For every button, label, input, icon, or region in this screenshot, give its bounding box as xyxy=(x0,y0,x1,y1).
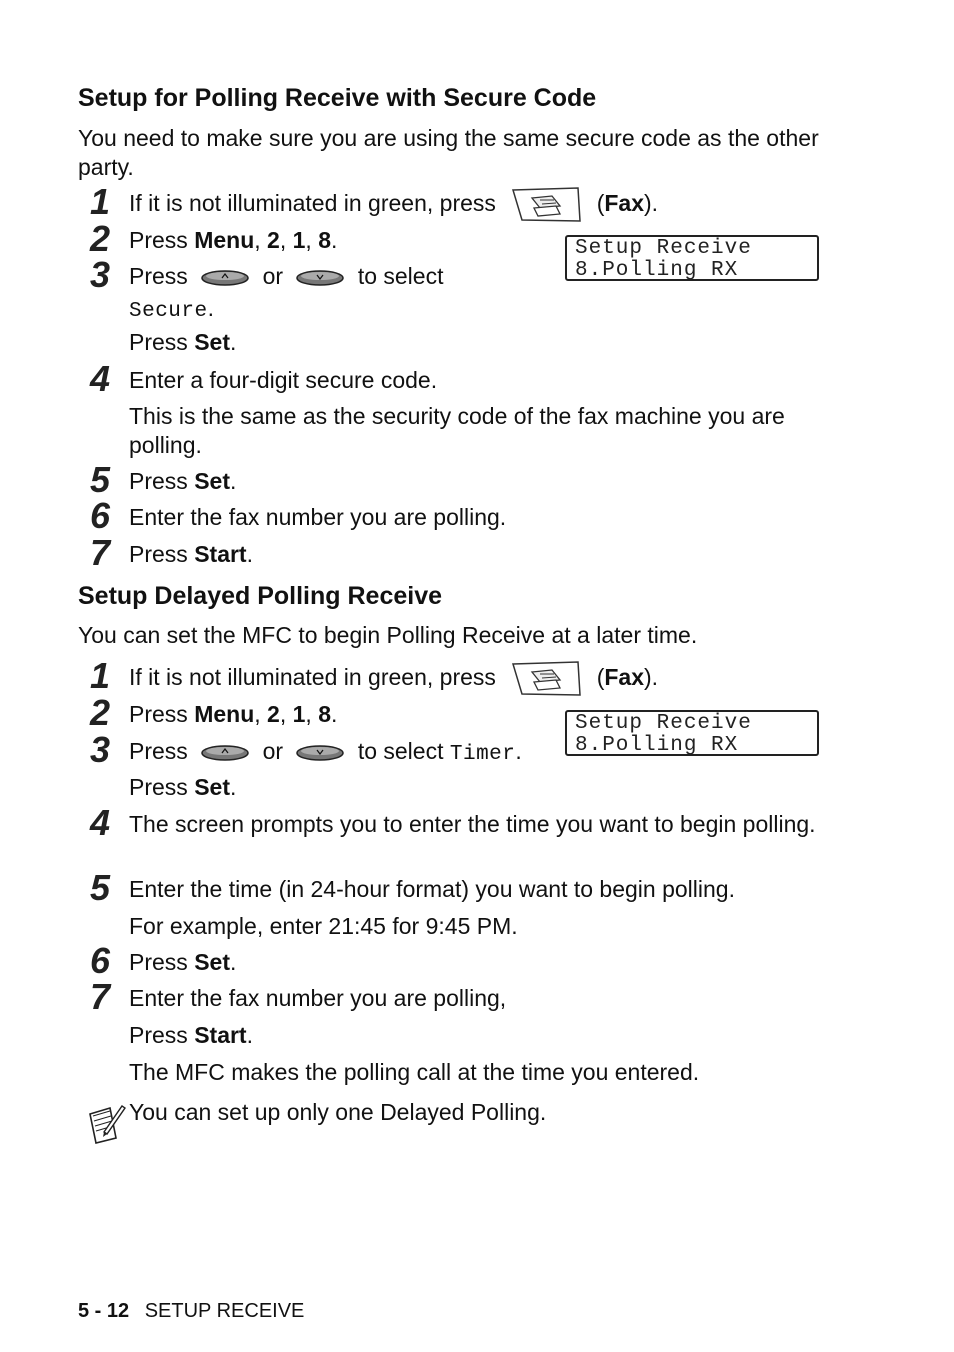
intro-paragraph: You can set the MFC to begin Polling Receive at a later time. xyxy=(78,622,698,648)
step-text: Press Menu, 2, 1, 8. xyxy=(129,701,338,727)
note-icon xyxy=(86,1102,126,1144)
step-text: Press Set. xyxy=(129,774,237,800)
step-number: 6 xyxy=(90,940,111,981)
step-text: Secure. xyxy=(129,295,215,323)
step-text: Press Start. xyxy=(129,1022,253,1048)
step-text: Enter a four-digit secure code. xyxy=(129,367,438,393)
step-text: The screen prompts you to enter the time you want to begin polling. xyxy=(129,811,816,837)
step-text: Press or to select Timer. xyxy=(129,738,522,766)
step-number: 3 xyxy=(90,729,111,770)
step-number: 5 xyxy=(90,867,111,908)
step-text: Press Set. xyxy=(129,468,237,494)
down-arrow-key-icon xyxy=(295,744,345,762)
step-text: For example, enter 21:45 for 9:45 PM. xyxy=(129,913,518,939)
step-text: This is the same as the security code of the fax machine you are polling. xyxy=(129,403,785,458)
lcd-display: Setup Receive 8.Polling RX xyxy=(565,235,819,281)
step-text: Enter the fax number you are polling, xyxy=(129,985,507,1011)
step-text: If it is not illuminated in green, press (Fax). xyxy=(129,186,658,224)
step-text: Press or to select xyxy=(129,263,444,289)
lcd-display: Setup Receive 8.Polling RX xyxy=(565,710,819,756)
menu-option-code: Secure xyxy=(129,300,208,323)
page-number: 5 - 12 xyxy=(78,1300,130,1322)
step-text: The MFC makes the polling call at the time you entered. xyxy=(129,1059,700,1085)
step-number: 4 xyxy=(90,358,111,399)
step-number: 6 xyxy=(90,495,111,536)
fax-key-icon xyxy=(510,186,582,224)
page-footer xyxy=(78,1300,304,1323)
step-number: 5 xyxy=(90,459,111,500)
step-number: 2 xyxy=(90,692,111,733)
step-text: Enter the fax number you are polling. xyxy=(129,504,507,530)
down-arrow-key-icon xyxy=(295,269,345,287)
step-text: Enter the time (in 24-hour format) you want to begin polling. xyxy=(129,876,735,902)
intro-paragraph: You need to make sure you are using the same secure code as the other party. xyxy=(78,125,819,180)
up-arrow-key-icon xyxy=(200,269,250,287)
step-number: 1 xyxy=(90,655,111,696)
up-arrow-key-icon xyxy=(200,744,250,762)
step-text: Press Set. xyxy=(129,329,237,355)
step-number: 1 xyxy=(90,181,111,222)
fax-key-icon xyxy=(510,660,582,698)
step-text: Press Start. xyxy=(129,541,253,567)
menu-option-code: Timer xyxy=(449,743,516,766)
step-number: 3 xyxy=(90,254,111,295)
step-number: 4 xyxy=(90,802,111,843)
section-heading: Setup for Polling Receive with Secure Code xyxy=(78,84,597,112)
step-text: If it is not illuminated in green, press (Fax). xyxy=(129,660,658,698)
chapter-title: SETUP RECEIVE xyxy=(144,1300,305,1322)
step-number: 2 xyxy=(90,218,111,259)
step-text: Press Menu, 2, 1, 8. xyxy=(129,227,338,253)
step-number: 7 xyxy=(90,976,111,1017)
step-number: 7 xyxy=(90,532,111,573)
section-heading: Setup Delayed Polling Receive xyxy=(78,582,443,610)
note-text: You can set up only one Delayed Polling. xyxy=(129,1099,547,1125)
step-text: Press Set. xyxy=(129,949,237,975)
